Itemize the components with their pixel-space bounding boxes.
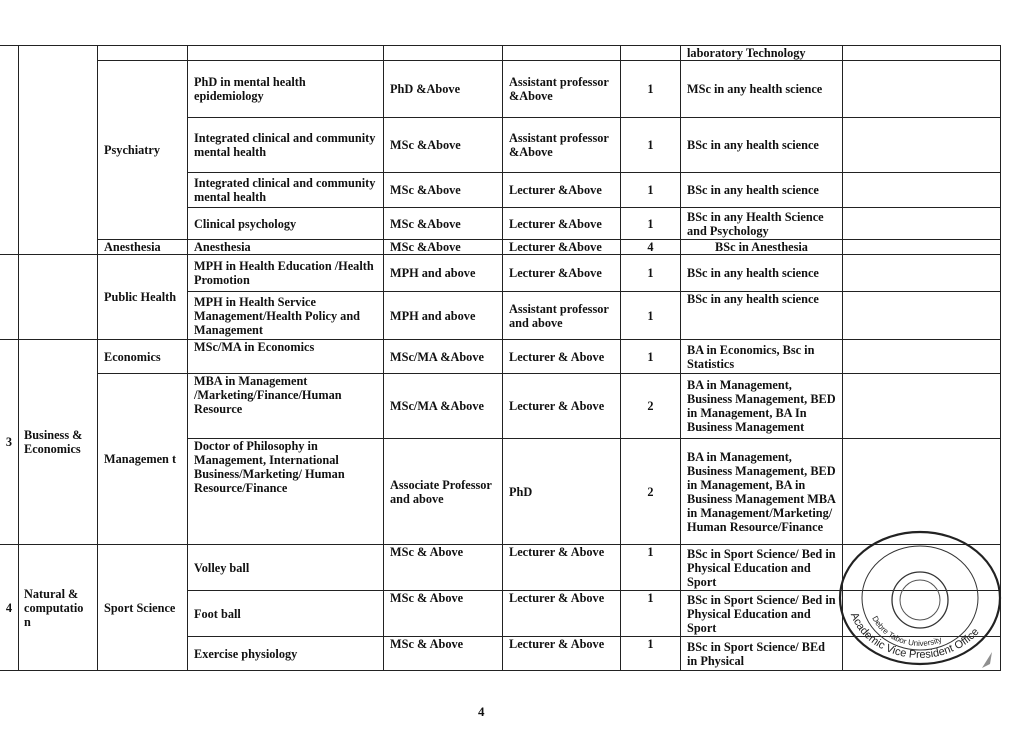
rank-cell — [503, 46, 621, 61]
qualification-cell: MPH and above — [384, 292, 503, 340]
rank-cell: Lecturer &Above — [503, 240, 621, 255]
rank-cell: Assistant professor &Above — [503, 61, 621, 118]
program-cell: Exercise physiology — [188, 637, 384, 671]
qty-cell: 1 — [621, 255, 681, 292]
remark-cell — [843, 292, 1001, 340]
qty-cell: 1 — [621, 173, 681, 208]
program-cell: Integrated clinical and community mental health — [188, 118, 384, 173]
department-economics: Economics — [98, 340, 188, 374]
no-cell — [0, 46, 19, 255]
field-cell: BSc in Anesthesia — [681, 240, 843, 255]
table-row — [0, 255, 1001, 292]
rank-cell: Lecturer &Above — [503, 208, 621, 240]
qty-cell: 1 — [621, 591, 681, 637]
stamp-inner-text: Debre Tabor University — [870, 614, 944, 649]
qualification-cell: MSc/MA &Above — [384, 374, 503, 439]
field-cell: BSc in any health science — [681, 118, 843, 173]
qualification-cell: PhD &Above — [384, 61, 503, 118]
section-number: 4 — [0, 545, 19, 671]
department-public-health: Public Health — [98, 255, 188, 340]
program-cell: MBA in Management /Marketing/Finance/Human Resource — [188, 374, 384, 439]
field-cell: BSc in any health science — [681, 173, 843, 208]
field-cell: BA in Management, Business Management, BED in Management, BA In Business Management — [681, 374, 843, 439]
program-cell: MPH in Health Service Management/Health Policy and Management — [188, 292, 384, 340]
program-cell: MSc/MA in Economics — [188, 340, 384, 374]
department-sport-science: Sport Science — [98, 545, 188, 671]
rank-cell: Lecturer &Above — [503, 173, 621, 208]
rank-cell: PhD — [503, 439, 621, 545]
college-name: Natural & computatio n — [19, 545, 98, 671]
rank-cell: Lecturer & Above — [503, 637, 621, 671]
program-cell: Foot ball — [188, 591, 384, 637]
rank-cell: Lecturer &Above — [503, 255, 621, 292]
table-row — [0, 240, 1001, 255]
college-cell — [19, 255, 98, 340]
qty-cell: 1 — [621, 61, 681, 118]
qty-cell: 1 — [621, 340, 681, 374]
qty-cell: 4 — [621, 240, 681, 255]
rank-cell: Lecturer & Above — [503, 374, 621, 439]
college-name: Business & Economics — [19, 340, 98, 545]
field-cell: BSc in Sport Science/ Bed in Physical Education and Sport — [681, 545, 843, 591]
field-cell: laboratory Technology — [681, 46, 843, 61]
no-cell — [0, 255, 19, 340]
qty-cell: 1 — [621, 637, 681, 671]
remark-cell — [843, 46, 1001, 61]
program-cell: Integrated clinical and community mental health — [188, 173, 384, 208]
qty-cell: 1 — [621, 292, 681, 340]
qualification-cell: MSc &Above — [384, 208, 503, 240]
field-cell: BA in Economics, Bsc in Statistics — [681, 340, 843, 374]
scan-smudge — [978, 640, 1000, 670]
qualification-cell: MSc &Above — [384, 173, 503, 208]
department-cell — [98, 46, 188, 61]
qualification-cell: MSc/MA &Above — [384, 340, 503, 374]
qualification-cell: MPH and above — [384, 255, 503, 292]
program-cell: PhD in mental health epidemiology — [188, 61, 384, 118]
table-row — [0, 61, 1001, 118]
qualification-cell: MSc &Above — [384, 240, 503, 255]
qualification-cell: Associate Professor and above — [384, 439, 503, 545]
rank-cell: Lecturer & Above — [503, 545, 621, 591]
stamp-outer-text: Academic Vice President Office — [847, 610, 982, 662]
qualification-cell: MSc &Above — [384, 118, 503, 173]
qty-cell: 1 — [621, 208, 681, 240]
program-cell: Doctor of Philosophy in Management, International Business/Marketing/ Human Resource/Finance — [188, 439, 384, 545]
rank-cell: Lecturer & Above — [503, 591, 621, 637]
qualification-cell: MSc & Above — [384, 591, 503, 637]
remark-cell — [843, 255, 1001, 292]
rank-cell: Lecturer & Above — [503, 340, 621, 374]
qualification-cell: MSc & Above — [384, 545, 503, 591]
program-cell: Anesthesia — [188, 240, 384, 255]
remark-cell — [843, 240, 1001, 255]
table-row — [0, 374, 1001, 439]
qualification-cell: MSc & Above — [384, 637, 503, 671]
remark-cell — [843, 61, 1001, 118]
remark-cell — [843, 173, 1001, 208]
program-cell: Clinical psychology — [188, 208, 384, 240]
field-cell: BSc in any Health Science and Psychology — [681, 208, 843, 240]
remark-cell — [843, 374, 1001, 439]
qty-cell: 2 — [621, 374, 681, 439]
department-anesthesia: Anesthesia — [98, 240, 188, 255]
program-cell — [188, 46, 384, 61]
rank-cell: Assistant professor and above — [503, 292, 621, 340]
section-number: 3 — [0, 340, 19, 545]
qty-cell — [621, 46, 681, 61]
remark-cell — [843, 340, 1001, 374]
department-psychiatry: Psychiatry — [98, 61, 188, 240]
table-row — [0, 340, 1001, 374]
table-row — [0, 46, 1001, 61]
remark-cell — [843, 118, 1001, 173]
college-cell — [19, 46, 98, 255]
field-cell: BSc in any health science — [681, 292, 843, 340]
qualification-cell — [384, 46, 503, 61]
program-cell: Volley ball — [188, 545, 384, 591]
field-cell: MSc in any health science — [681, 61, 843, 118]
qty-cell: 1 — [621, 545, 681, 591]
field-cell: BSc in Sport Science/ BEd in Physical — [681, 637, 843, 671]
remark-cell — [843, 208, 1001, 240]
field-cell: BSc in any health science — [681, 255, 843, 292]
field-cell: BSc in Sport Science/ Bed in Physical Education and Sport — [681, 591, 843, 637]
page-number: 4 — [478, 704, 485, 719]
field-cell: BA in Management, Business Management, BED in Management, BA in Business Management MBA in Management/Marketing/ Human Resource/Finance — [681, 439, 843, 545]
qty-cell: 1 — [621, 118, 681, 173]
program-cell: MPH in Health Education /Health Promotion — [188, 255, 384, 292]
qty-cell: 2 — [621, 439, 681, 545]
rank-cell: Assistant professor &Above — [503, 118, 621, 173]
department-management: Managemen t — [98, 374, 188, 545]
